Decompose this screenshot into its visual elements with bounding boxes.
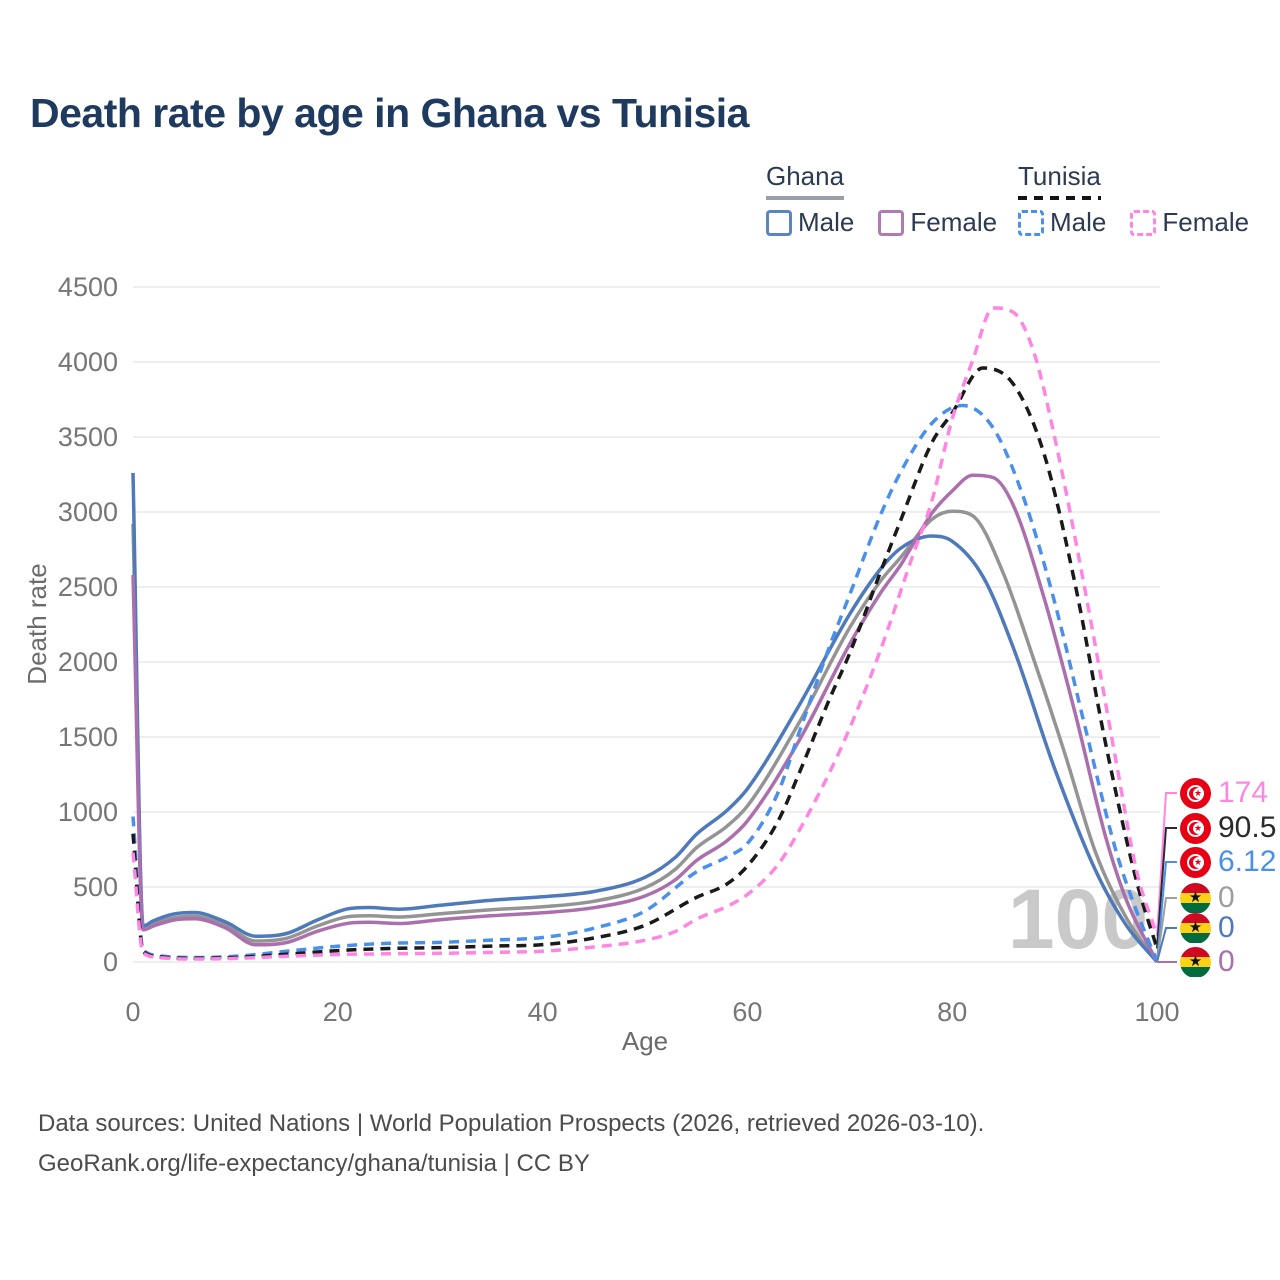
ghana-flag-icon: ★ (1180, 913, 1211, 944)
end-value: 174 (1218, 776, 1269, 809)
end-label-tunisia-male (1180, 845, 1276, 879)
ghana-flag-icon: ★ (1180, 883, 1211, 914)
tunisia-male-label: Male (1050, 207, 1107, 237)
x-tick-label: 80 (937, 997, 968, 1027)
x-axis-title: Age (621, 1026, 669, 1056)
x-tick-label: 0 (125, 997, 141, 1027)
y-axis-title: Death rate (22, 563, 52, 685)
y-tick-label: 2500 (57, 572, 118, 602)
x-tick-label: 100 (1134, 997, 1180, 1027)
y-tick-label: 4500 (57, 272, 118, 302)
end-label-ghana (1180, 881, 1235, 915)
x-tick-label: 60 (732, 997, 763, 1027)
tunisia-flag-icon: ★ (1180, 778, 1211, 809)
end-label-ghana-female (1180, 945, 1235, 979)
legend-ghana-label: Ghana (766, 161, 845, 191)
y-tick-label: 500 (72, 872, 118, 902)
end-value: 0 (1218, 911, 1235, 944)
x-tick-label: 40 (527, 997, 558, 1027)
ghana-flag-icon: ★ (1180, 947, 1211, 978)
footer (38, 1104, 984, 1185)
end-value: 90.5 (1218, 811, 1277, 844)
tunisia-flag-icon: ★ (1180, 813, 1211, 844)
footer-data-sources: Data sources: United Nations | World Population Prospects (2026, retrieved 2026-03-10). (38, 1110, 985, 1137)
end-value: 0 (1218, 881, 1235, 914)
ghana-male-label: Male (798, 207, 855, 237)
legend-tunisia-label: Tunisia (1018, 161, 1101, 191)
end-label-ghana-male (1180, 911, 1235, 945)
y-tick-label: 3000 (57, 497, 118, 527)
end-label-tunisia (1180, 811, 1276, 845)
tunisia-female-label: Female (1162, 207, 1250, 237)
x-tick-label: 20 (322, 997, 353, 1027)
tunisia-flag-icon: ★ (1180, 847, 1211, 878)
y-tick-label: 4000 (57, 347, 118, 377)
end-value: 6.12 (1218, 845, 1277, 878)
y-tick-label: 1000 (57, 797, 118, 827)
y-tick-label: 3500 (57, 422, 118, 452)
y-tick-label: 1500 (57, 722, 118, 752)
ghana-female-label: Female (910, 207, 998, 237)
page-title: Death rate by age in Ghana vs Tunisia (30, 90, 749, 136)
footer-attribution: GeoRank.org/life-expectancy/ghana/tunisia | CC BY (38, 1150, 590, 1178)
end-label-tunisia-female (1180, 776, 1268, 810)
end-value: 0 (1218, 945, 1235, 978)
y-tick-label: 0 (102, 947, 118, 977)
y-tick-label: 2000 (57, 647, 118, 677)
